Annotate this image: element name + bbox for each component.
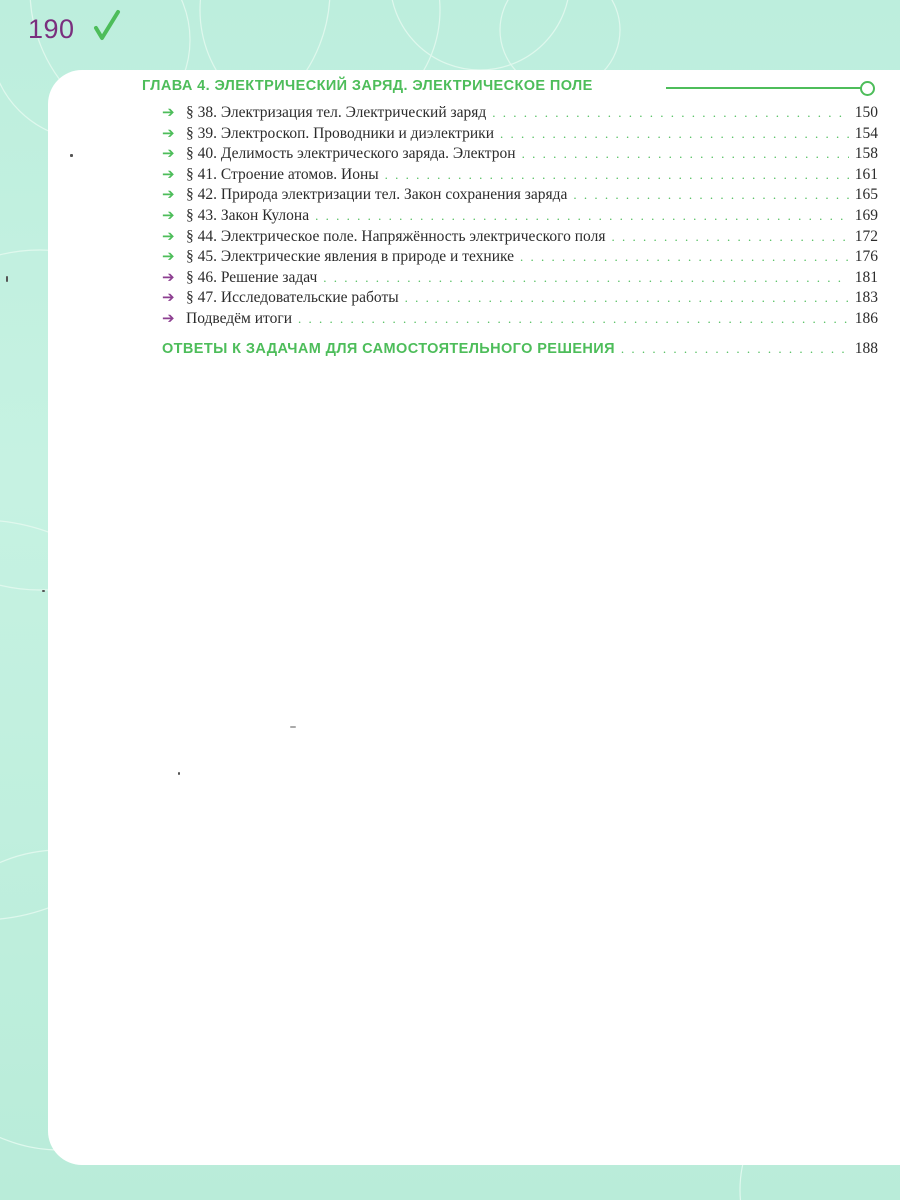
toc-entry-label: § 41. Строение атомов. Ионы xyxy=(186,165,379,183)
chapter-rule xyxy=(666,87,862,89)
arrow-right-icon: ➔ xyxy=(162,308,175,327)
toc-entry-label: § 39. Электроскоп. Проводники и диэлектрики xyxy=(186,124,494,142)
toc-entry-page: 161 xyxy=(854,165,878,183)
toc-entry[interactable] xyxy=(162,248,878,269)
toc-entry[interactable] xyxy=(162,228,878,249)
leader-dots xyxy=(385,167,849,183)
answers-entry[interactable] xyxy=(162,340,878,358)
answers-page: 188 xyxy=(854,340,878,357)
toc-entry-label: § 47. Исследовательские работы xyxy=(186,289,399,307)
arrow-right-icon: ➔ xyxy=(162,267,175,286)
toc-entry-page: 183 xyxy=(854,289,878,307)
arrow-right-icon: ➔ xyxy=(162,205,175,224)
toc-entry[interactable] xyxy=(162,104,878,125)
arrow-right-icon: ➔ xyxy=(162,103,175,121)
chapter-title: ГЛАВА 4. ЭЛЕКТРИЧЕСКИЙ ЗАРЯД. ЭЛЕКТРИЧЕСКОЕ ПОЛЕ xyxy=(142,78,593,94)
toc-entry-label: § 45. Электрические явления в природе и технике xyxy=(186,248,515,266)
scan-speck xyxy=(42,590,45,592)
arrow-right-icon: ➔ xyxy=(162,123,175,142)
chapter-rule-end-ring xyxy=(860,81,875,96)
leader-dots xyxy=(522,146,849,162)
toc-entry-page: 165 xyxy=(854,186,878,204)
scan-speck xyxy=(70,154,73,157)
leader-dots xyxy=(298,311,849,327)
leader-dots xyxy=(520,249,849,265)
toc-entry-page: 154 xyxy=(854,124,878,142)
arrow-right-icon: ➔ xyxy=(162,164,175,183)
toc-entry-page: 176 xyxy=(854,248,878,266)
toc-entry[interactable] xyxy=(162,310,878,331)
toc-entry-page: 181 xyxy=(854,268,878,286)
scan-speck xyxy=(178,772,180,775)
toc-entry[interactable] xyxy=(162,145,878,166)
toc-entry[interactable] xyxy=(162,125,878,146)
chapter-header xyxy=(142,78,882,100)
leader-dots xyxy=(573,187,848,203)
toc-entry[interactable] xyxy=(162,289,878,310)
leader-dots xyxy=(611,229,848,245)
toc-entry[interactable] xyxy=(162,207,878,228)
arrow-right-icon: ➔ xyxy=(162,185,175,204)
toc-entry-label: § 43. Закон Кулона xyxy=(186,206,310,224)
scan-speck xyxy=(290,726,296,728)
toc-entry[interactable] xyxy=(162,269,878,290)
leader-dots xyxy=(500,126,849,142)
arrow-right-icon: ➔ xyxy=(162,247,175,266)
table-of-contents xyxy=(162,104,878,331)
check-mark-icon xyxy=(92,8,122,42)
toc-entry-label: Подведём итоги xyxy=(186,309,293,327)
arrow-right-icon: ➔ xyxy=(162,226,175,245)
toc-entry-page: 172 xyxy=(854,227,878,245)
arrow-right-icon: ➔ xyxy=(162,144,175,163)
toc-entry-label: § 46. Решение задач xyxy=(186,268,318,286)
leader-dots xyxy=(315,208,849,224)
page-number: 190 xyxy=(28,14,75,44)
toc-entry-label: § 40. Делимость электрического заряда. Электрон xyxy=(186,145,516,163)
toc-entry[interactable] xyxy=(162,186,878,207)
toc-entry-label: § 38. Электризация тел. Электрический заряд xyxy=(186,104,487,121)
toc-entry-page: 186 xyxy=(854,309,878,327)
leader-dots xyxy=(405,290,849,306)
toc-entry[interactable] xyxy=(162,166,878,187)
toc-entry-page: 158 xyxy=(854,145,878,163)
leader-dots xyxy=(621,341,849,357)
scan-speck xyxy=(6,276,8,282)
toc-entry-label: § 42. Природа электризации тел. Закон сохранения заряда xyxy=(186,186,568,204)
arrow-right-icon: ➔ xyxy=(162,288,175,307)
toc-entry-label: § 44. Электрическое поле. Напряжённость электрического поля xyxy=(186,227,606,245)
leader-dots xyxy=(492,105,848,121)
toc-entry-page: 150 xyxy=(854,104,878,121)
toc-entry-page: 169 xyxy=(854,206,878,224)
answers-title: ОТВЕТЫ К ЗАДАЧАМ ДЛЯ САМОСТОЯТЕЛЬНОГО РЕШЕНИЯ xyxy=(162,341,615,357)
leader-dots xyxy=(323,270,848,286)
